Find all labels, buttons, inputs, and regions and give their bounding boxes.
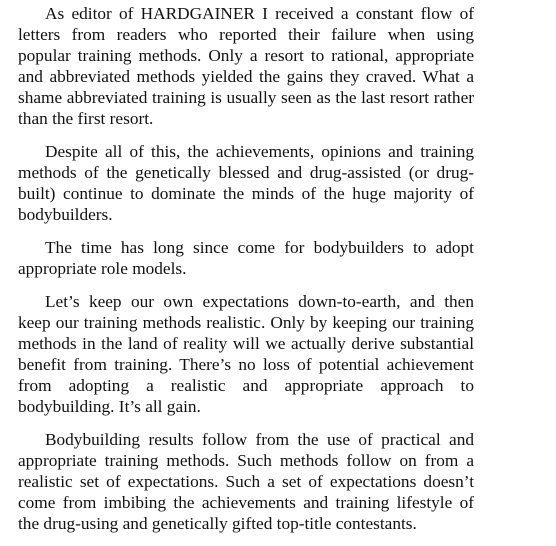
paragraph-1: As editor of HARDGAINER I received a constant flow of letters from readers who reported their failure when using popular training methods. Only a resort to rational, appropriate and abbreviated methods yielded the gains they craved. What a shame abbreviated training is usually seen as the last resort rather than the first resort. — [18, 4, 474, 128]
paragraph-2: Despite all of this, the achievements, opinions and training methods of the genetically blessed and drug-assisted (or drug-built) continue to dominate the minds of the huge majority of bodybuilders. — [18, 142, 474, 224]
paragraph-5: Bodybuilding results follow from the use of practical and appropriate training methods. Such methods follow on from a realistic set of expectations. Such a set of expectations doesn’t come from imbibing the achievements and training lifestyle of the drug-using and genetically gifted top-title contestants. — [18, 430, 474, 533]
paragraph-3: The time has long since come for bodybuilders to adopt appropriate role models. — [18, 238, 474, 278]
paragraph-4: Let’s keep our own expectations down-to-earth, and then keep our training methods realistic. Only by keeping our training methods in the land of reality will we actually derive substantial benefit from training. There’s no loss of potential achievement from adopting a realistic and appropriate approach to bodybuilding. It’s all gain. — [18, 292, 474, 416]
document-page — [18, 0, 474, 546]
